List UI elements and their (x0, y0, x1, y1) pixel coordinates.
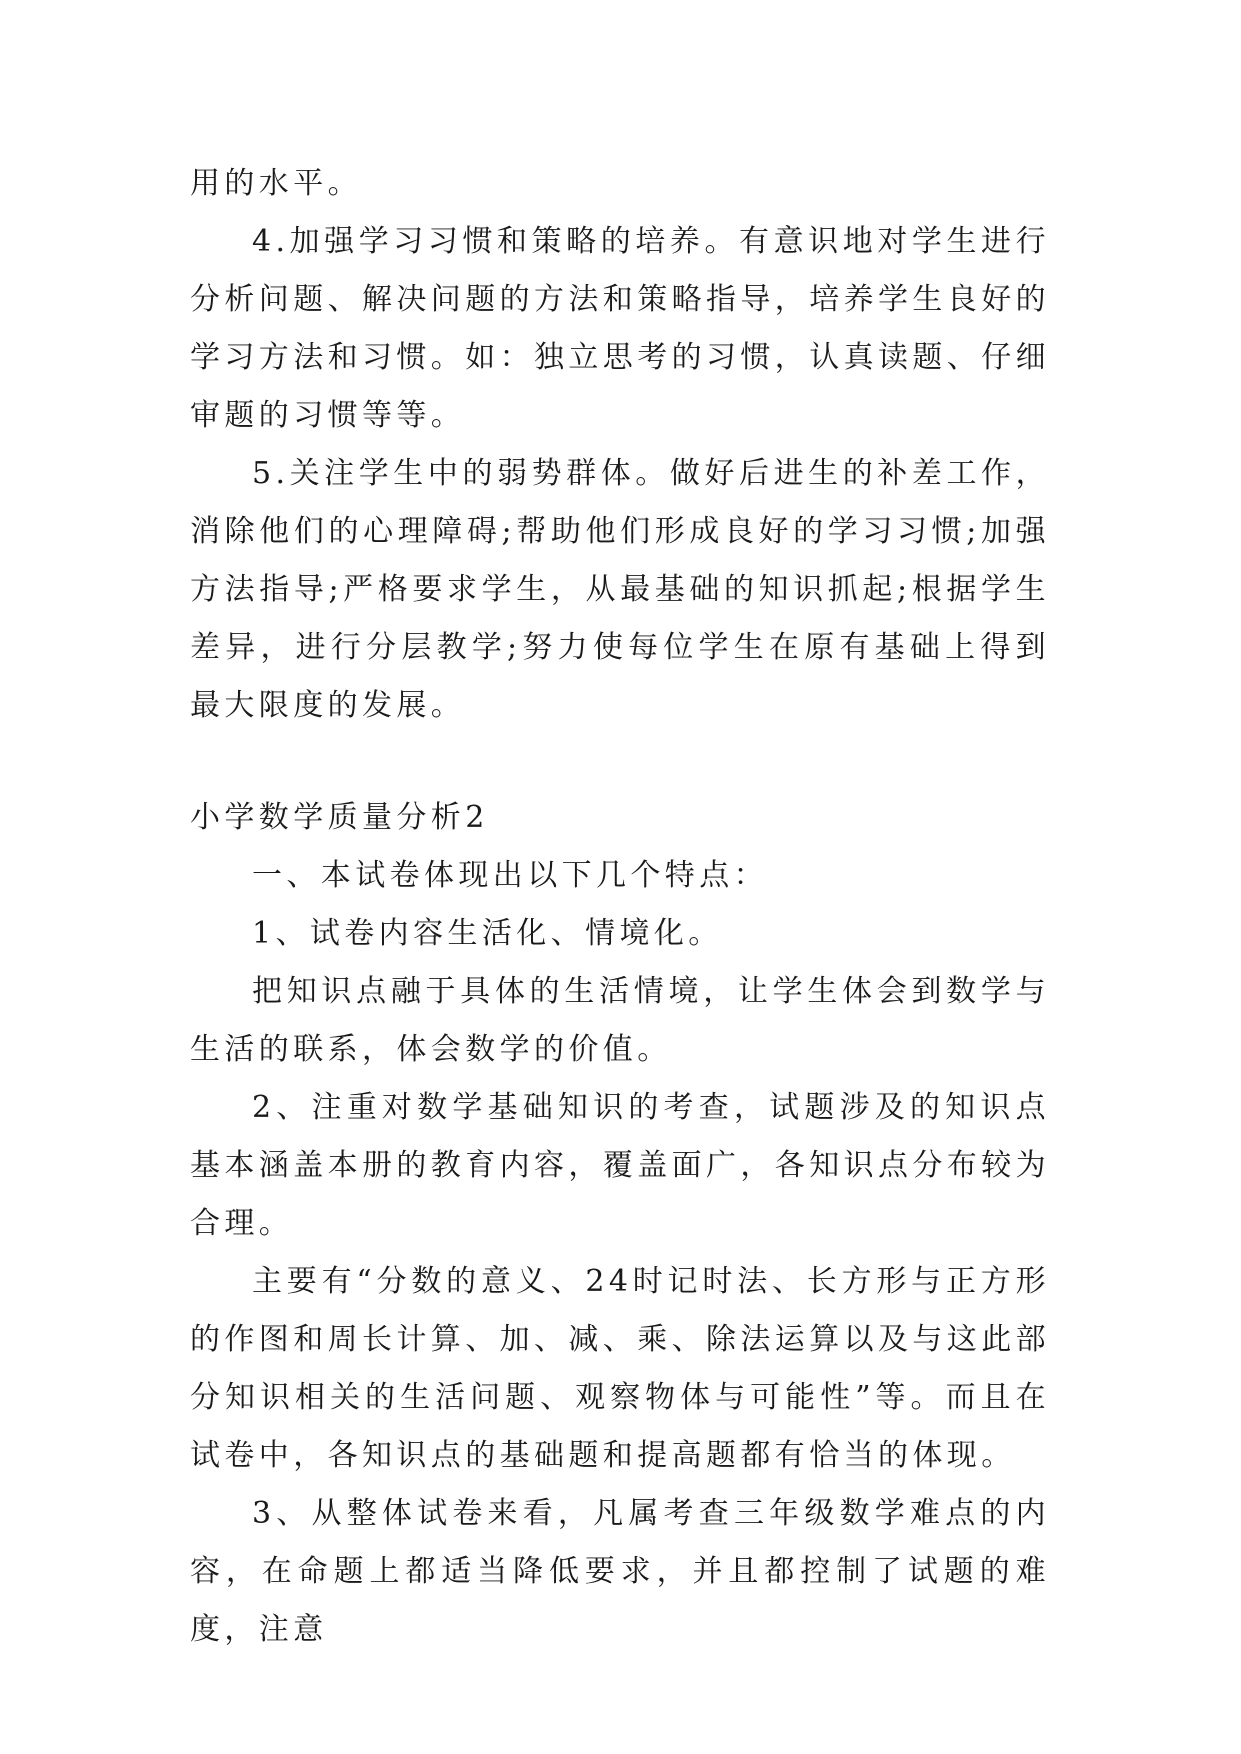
paragraph-point-4: 4.加强学习习惯和策略的培养。有意识地对学生进行分析问题、解决问题的方法和策略指导，培养学生良好的学习方法和习惯。如：独立思考的习惯，认真读题、仔细审题的习惯等等。 (190, 224, 1050, 433)
paragraph-feature-1-detail: 把知识点融于具体的生活情境，让学生体会到数学与生活的联系，体会数学的价值。 (190, 974, 1050, 1067)
paragraph-point-5: 5.关注学生中的弱势群体。做好后进生的补差工作，消除他们的心理障碍;帮助他们形成良好的学习习惯;加强方法指导;严格要求学生，从最基础的知识抓起;根据学生差异，进行分层教学;努力使每位学生在原有基础上得到最大限度的发展。 (190, 456, 1050, 723)
paragraph-feature-2: 2、注重对数学基础知识的考查，试题涉及的知识点基本涵盖本册的教育内容，覆盖面广，各知识点分布较为合理。 (190, 1090, 1050, 1241)
section-title: 小学数学质量分析2 (190, 800, 489, 835)
paragraph-feature-2-detail: 主要有“分数的意义、24时记时法、长方形与正方形的作图和周长计算、加、减、乘、除法运算以及与这此部分知识相关的生活问题、观察物体与可能性”等。而且在试卷中，各知识点的基础题和提高题都有恰当的体现。 (190, 1264, 1050, 1473)
paragraph-feature-3: 3、从整体试卷来看，凡属考查三年级数学难点的内容，在命题上都适当降低要求，并且都控制了试题的难度，注意 (190, 1496, 1050, 1647)
document-body (190, 155, 1050, 1659)
paragraph-tail: 用的水平。 (190, 166, 362, 201)
paragraph-feature-1: 1、试卷内容生活化、情境化。 (252, 916, 723, 951)
paragraph-features-heading: 一、本试卷体现出以下几个特点： (252, 858, 768, 893)
